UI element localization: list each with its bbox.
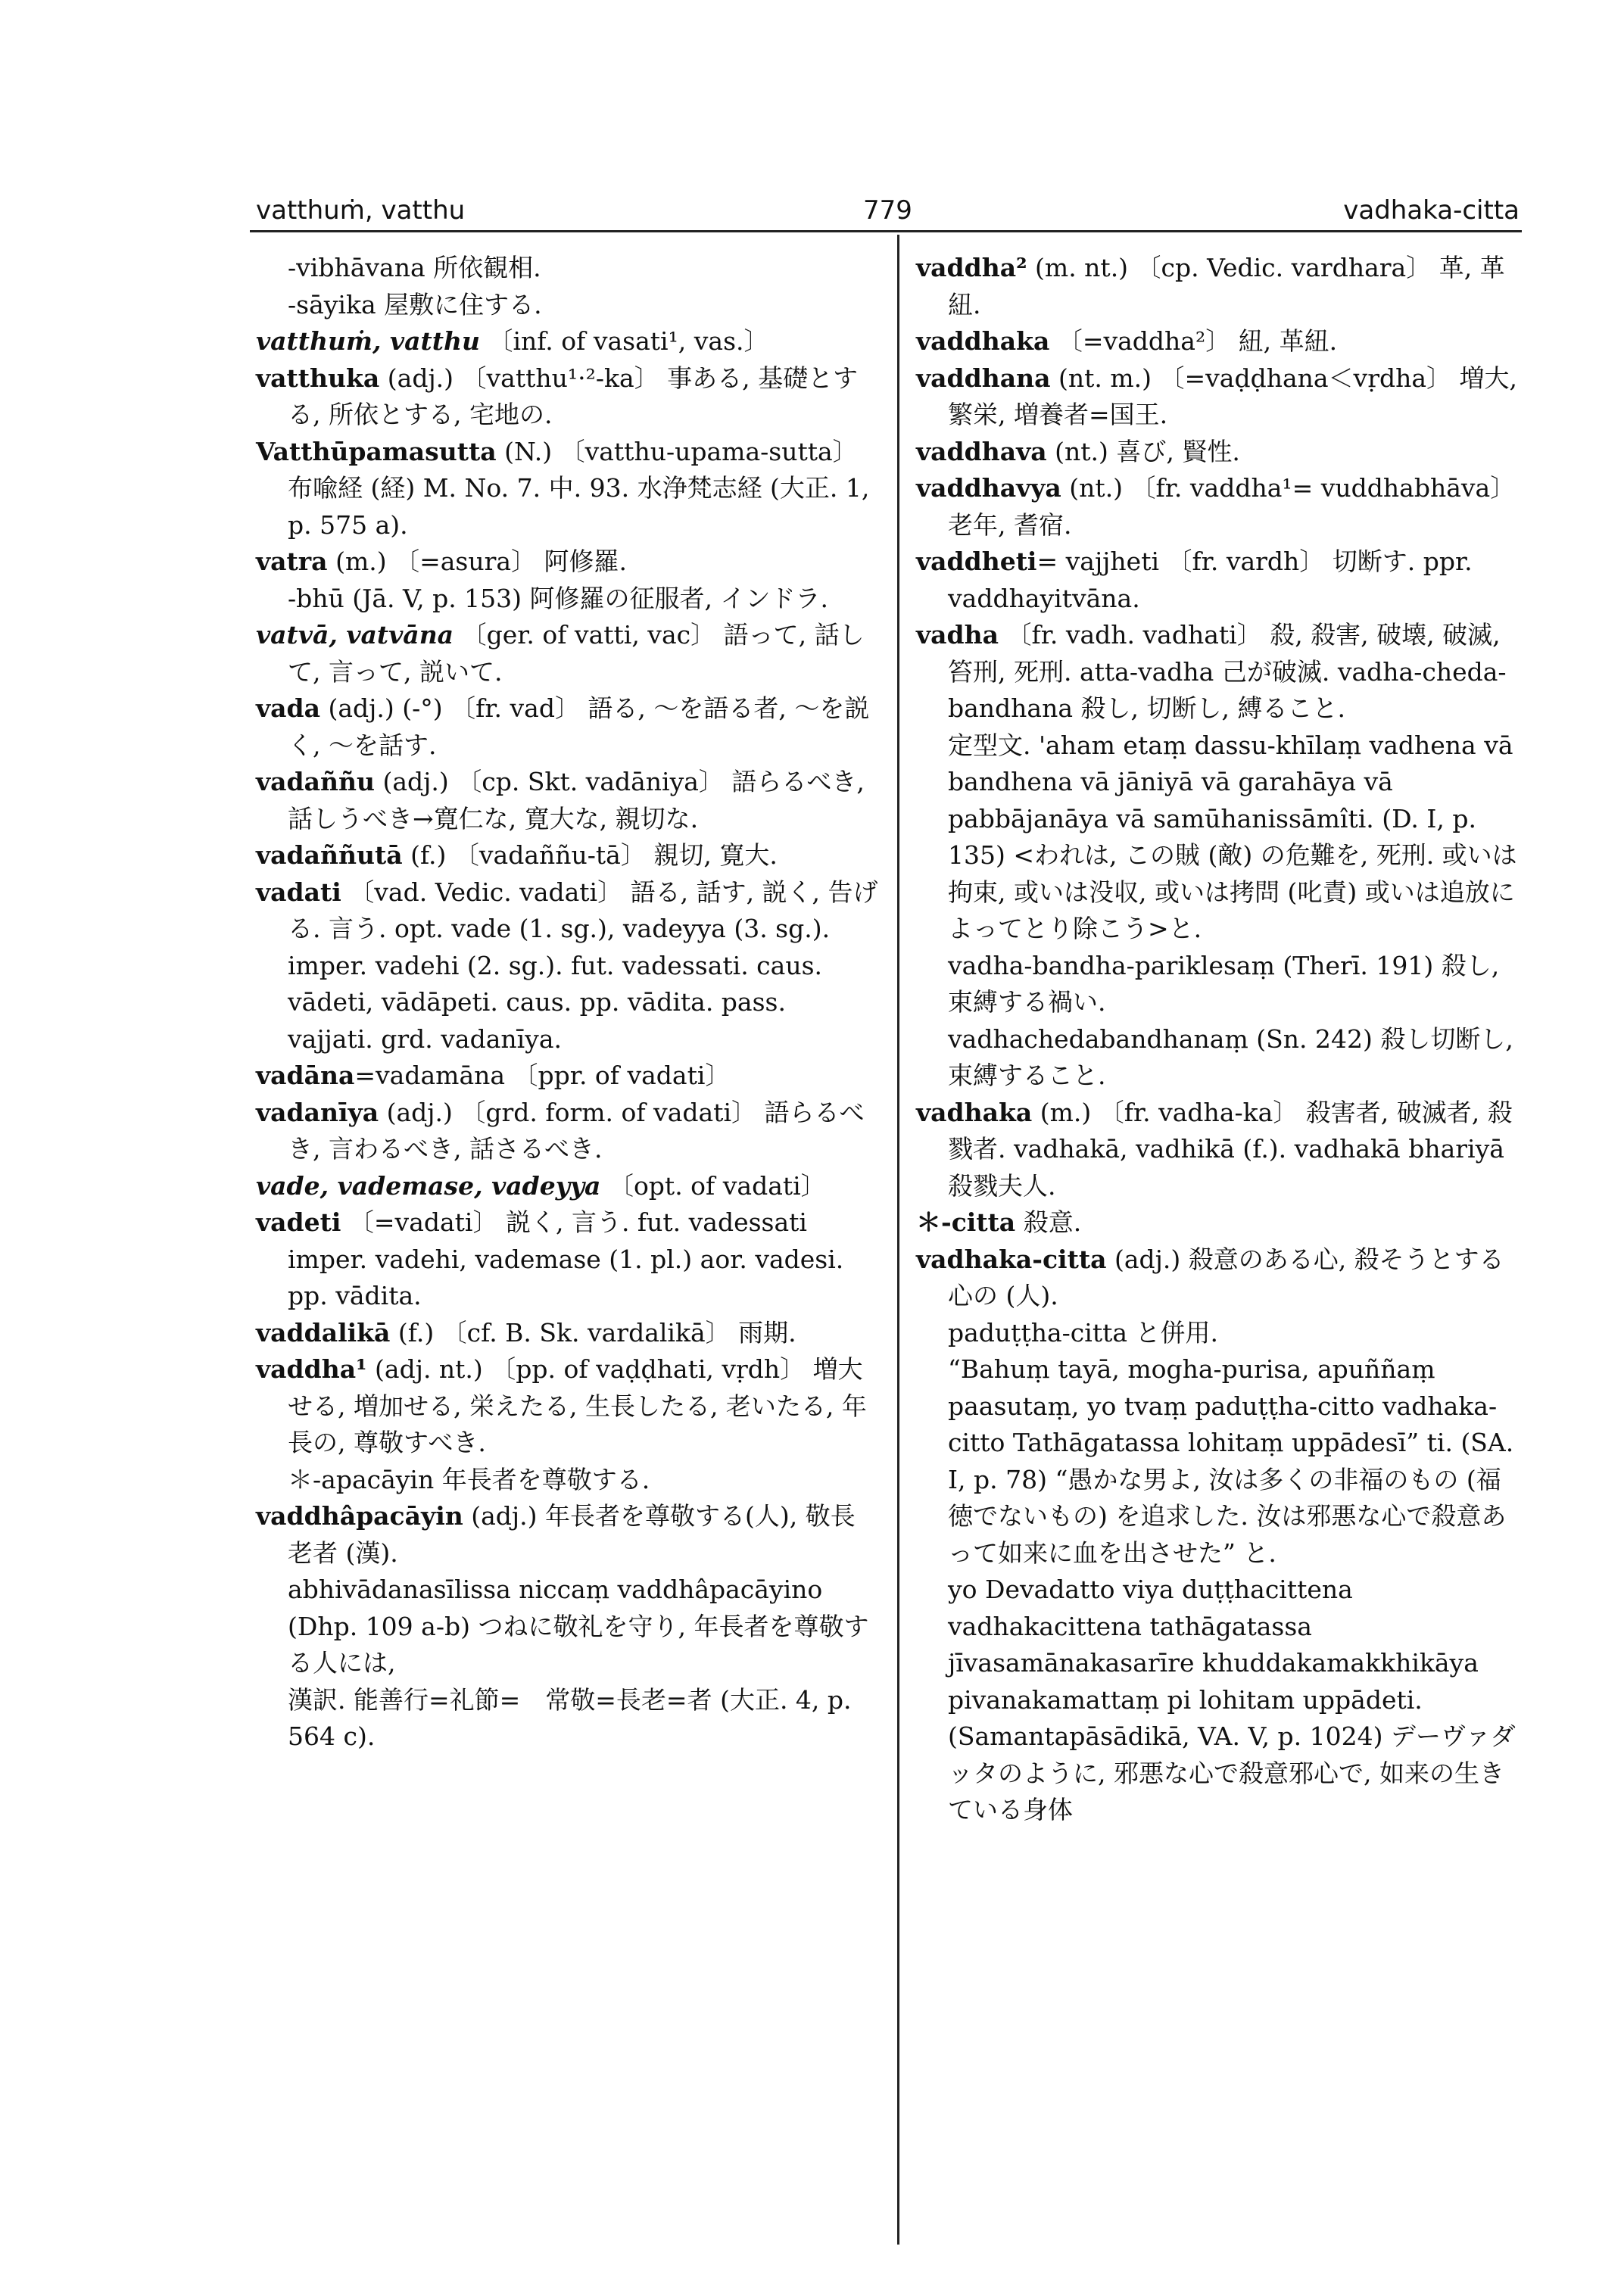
sub-entry xyxy=(916,948,1522,1021)
headword: vade, vademase, vadeyya xyxy=(256,1170,601,1201)
headword: vaddheti xyxy=(916,547,1037,576)
headword: vaddhava xyxy=(916,436,1047,466)
dictionary-entry xyxy=(256,323,878,360)
entry-text: abhivādanasīlissa niccaṃ vaddhâpacāyino (Dhp. 109 a-b) つねに敬礼を守り, 年長者を尊敬する人には, xyxy=(288,1575,869,1678)
headword: vadha xyxy=(916,620,999,650)
dictionary-entry xyxy=(256,617,878,690)
entry-text: 殺意. xyxy=(1015,1207,1082,1237)
dictionary-entry xyxy=(916,544,1522,617)
sub-entry xyxy=(256,1682,878,1756)
dictionary-entry xyxy=(916,1095,1522,1205)
headword: vaddhâpacāyin xyxy=(256,1501,463,1531)
dictionary-entry xyxy=(256,1168,878,1205)
dictionary-entry xyxy=(916,323,1522,360)
left-column xyxy=(256,250,878,1756)
dictionary-entry xyxy=(256,434,878,544)
entry-text: (adj.) (-°) 〔fr. vad〕 語る, ～を語る者, ～を説く, ～を話す. xyxy=(288,693,870,760)
entry-text: vadha-bandha-pariklesaṃ (Therī. 191) 殺し, 束縛する禍い. xyxy=(948,950,1500,1017)
headword: vadhaka xyxy=(916,1097,1033,1127)
headword: vaddalikā xyxy=(256,1317,391,1347)
entry-text: (f.) 〔vadaññu-tā〕 親切, 寛大. xyxy=(402,840,778,870)
entry-text: “Bahuṃ tayā, mogha-purisa, apuññaṃ paasutaṃ, yo tvaṃ paduṭṭha-citto vadhaka-citto Tathāgatassa lohitaṃ uppādesī” ti. (SA. I, p. 78) “愚かな男よ, 汝は多くの非福のもの (福徳でないもの) を追求した. 汝は邪悪な心で殺意あって如来に血を出させた” と. xyxy=(948,1354,1514,1568)
entry-text: (adj.) 殺意のある心, 殺そうとする心の (人). xyxy=(948,1244,1504,1310)
dictionary-entry xyxy=(256,874,878,1058)
entry-text: 〔fr. vadh. vadhati〕 殺, 殺害, 破壊, 破滅, 笞刑, 死刑. atta-vadha 己が破滅. vadha-cheda-bandhana 殺し, 切断し, 縛ること. xyxy=(948,620,1507,723)
entry-text: ＊-apacāyin 年長者を尊敬する. xyxy=(288,1464,650,1494)
entry-text: (m.) 〔fr. vadha-ka〕 殺害者, 破滅者, 殺戮者. vadhakā, vadhikā (f.). vadhakā bhariyā 殺戮夫人. xyxy=(948,1097,1513,1201)
sub-entry xyxy=(916,1351,1522,1572)
entry-text: (adj. nt.) 〔pp. of vaḍḍhati, vṛdh〕 増大せる, 増加せる, 栄えたる, 生長したる, 老いたる, 年長の, 尊敬すべき. xyxy=(288,1354,867,1457)
dictionary-entry xyxy=(916,470,1522,544)
sub-entry xyxy=(916,1315,1522,1352)
entry-text: (adj.) 〔vatthu¹·²-ka〕 事ある, 基礎とする, 所依とする, 宅地の. xyxy=(288,363,859,429)
entry-text: (m.) 〔=asura〕 阿修羅. xyxy=(327,547,628,576)
entry-text: paduṭṭha-citta と併用. xyxy=(948,1317,1218,1347)
sub-entry xyxy=(916,1572,1522,1829)
dictionary-entry xyxy=(916,1242,1522,1315)
dictionary-entry xyxy=(916,250,1522,323)
headword: vatthuṁ, vatthu xyxy=(256,326,480,356)
headword: vatra xyxy=(256,547,328,576)
column-divider xyxy=(897,235,899,2245)
headword: vatvā, vatvāna xyxy=(256,620,454,650)
entry-text: 〔inf. of vasati¹, vas.〕 xyxy=(479,326,769,356)
dictionary-entry xyxy=(256,764,878,837)
headword: vadhaka-citta xyxy=(916,1244,1107,1274)
header-right-guideword: vadhaka-citta xyxy=(1343,195,1520,226)
headword: vada xyxy=(256,693,321,723)
dictionary-entry xyxy=(256,1351,878,1462)
entry-text: (adj.) 年長者を尊敬する(人), 敬長老者 (漢). xyxy=(288,1501,856,1568)
entry-text: 〔=vadati〕 説く, 言う. fut. vadessati imper. vadehi, vademase (1. pl.) aor. vadesi. pp. vādita. xyxy=(288,1207,844,1310)
page-header xyxy=(256,195,1520,233)
headword: vadeti xyxy=(256,1207,341,1237)
headword: vatthuka xyxy=(256,363,380,393)
entry-text: (nt.) 喜び, 賢性. xyxy=(1046,436,1240,466)
headword: vadaññu xyxy=(256,767,375,796)
headword: vaddhaka xyxy=(916,326,1050,356)
entry-text: (N.) 〔vatthu-upama-sutta〕 布喩経 (経) M. No. 7. 中. 93. 水浄梵志経 (大正. 1, p. 575 a). xyxy=(288,436,870,540)
entry-text: -bhū (Jā. V, p. 153) 阿修羅の征服者, インドラ. xyxy=(288,583,828,613)
entry-text: 〔ger. of vatti, vac〕 語って, 話して, 言って, 説いて. xyxy=(288,620,865,687)
dictionary-entry xyxy=(916,434,1522,471)
entry-text: (m. nt.) 〔cp. Vedic. vardhara〕 革, 革紐. xyxy=(948,253,1505,319)
entry-text: (nt.) 〔fr. vaddha¹= vuddhabhāva〕 老年, 耆宿. xyxy=(948,473,1516,540)
entry-text: -vibhāvana 所依観相. xyxy=(288,253,541,282)
header-rule xyxy=(250,230,1522,232)
entry-text: 〔opt. of vadati〕 xyxy=(600,1170,826,1201)
headword: Vatthūpamasutta xyxy=(256,436,497,466)
entry-text: 〔=vaddha²〕 紐, 革紐. xyxy=(1049,326,1338,356)
entry-text: 〔vad. Vedic. vadati〕 語る, 話す, 説く, 告げる. 言う. opt. vade (1. sg.), vadeyya (3. sg.). imper. vadehi (2. sg.). fut. vadessati. caus. vādeti, vādāpeti. caus. pp. vādita. pass. vajjati. grd. vadanīya. xyxy=(288,877,878,1054)
entry-text: (adj.) 〔cp. Skt. vadāniya〕 語らるべき, 話しうべき→寛仁な, 寛大な, 親切な. xyxy=(288,767,865,833)
entry-text: (f.) 〔cf. B. Sk. vardalikā〕 雨期. xyxy=(390,1317,796,1347)
sub-entry xyxy=(256,1462,878,1499)
dictionary-entry xyxy=(256,690,878,764)
headword: vadati xyxy=(256,877,341,907)
headword: vaddha² xyxy=(916,253,1027,282)
entry-text: 漢訳. 能善行=礼節= 常敬=長老=者 (大正. 4, p. 564 c). xyxy=(288,1684,852,1751)
header-left-guideword: vatthuṁ, vatthu xyxy=(256,195,466,226)
page-number: 779 xyxy=(863,195,912,226)
dictionary-entry xyxy=(916,1204,1522,1242)
sub-entry xyxy=(256,581,878,618)
dictionary-entry xyxy=(256,837,878,874)
dictionary-entry xyxy=(256,1095,878,1168)
sub-entry xyxy=(256,1572,878,1682)
entry-text: (nt. m.) 〔=vaḍḍhana＜vṛdha〕 増大, 繁栄, 増養者=国王. xyxy=(948,363,1517,429)
entry-text: yo Devadatto viya duṭṭhacittena vadhakacittena tathāgatassa jīvasamānakasarīre khuddakamakkhikāya pivanakamattaṃ pi lohitam uppādeti. (Samantapāsādikā, VA. V, p. 1024) デーヴァダッタのように, 邪悪な心で殺意邪心で, 如来の生きている身体 xyxy=(948,1575,1516,1824)
dictionary-entry xyxy=(256,360,878,434)
headword: vadaññutā xyxy=(256,840,403,870)
headword: vaddhana xyxy=(916,363,1051,393)
entry-text: 定型文. 'aham etaṃ dassu-khīlaṃ vadhena vā bandhena vā jāniyā vā garahāya vā pabbājanāya vā samūhanissāmîti. (D. I, p. 135) <われは, この賊 (敵) の危難を, 死刑. 或いは拘束, 或いは没収, 或いは拷問 (叱責) 或いは追放によってとり除こう>と. xyxy=(948,730,1517,943)
sub-entry xyxy=(916,1021,1522,1095)
dictionary-entry xyxy=(256,1058,878,1095)
dictionary-entry xyxy=(256,1498,878,1572)
dictionary-entry xyxy=(256,1315,878,1352)
entry-text: =vadamāna 〔ppr. of vadati〕 xyxy=(354,1061,731,1090)
dictionary-entry xyxy=(256,1204,878,1315)
entry-text: = vajjheti 〔fr. vardh〕 切断す. ppr. vaddhayitvāna. xyxy=(948,547,1473,613)
headword: vadāna xyxy=(256,1061,355,1090)
headword: ＊-citta xyxy=(916,1207,1016,1237)
entry-text: -sāyika 屋敷に住する. xyxy=(288,289,542,319)
sub-entry xyxy=(916,727,1522,948)
right-column xyxy=(916,250,1522,1829)
sub-entry xyxy=(256,250,878,287)
dictionary-entry xyxy=(916,360,1522,434)
headword: vaddha¹ xyxy=(256,1354,367,1384)
headword: vadanīya xyxy=(256,1097,379,1127)
entry-text: vadhachedabandhanaṃ (Sn. 242) 殺し切断し, 束縛すること. xyxy=(948,1023,1513,1090)
entry-text: (adj.) 〔grd. form. of vadati〕 語らるべき, 言わるべき, 話さるべき. xyxy=(288,1097,865,1164)
sub-entry xyxy=(256,287,878,324)
dictionary-entry xyxy=(256,544,878,581)
headword: vaddhavya xyxy=(916,473,1061,503)
dictionary-entry xyxy=(916,617,1522,727)
